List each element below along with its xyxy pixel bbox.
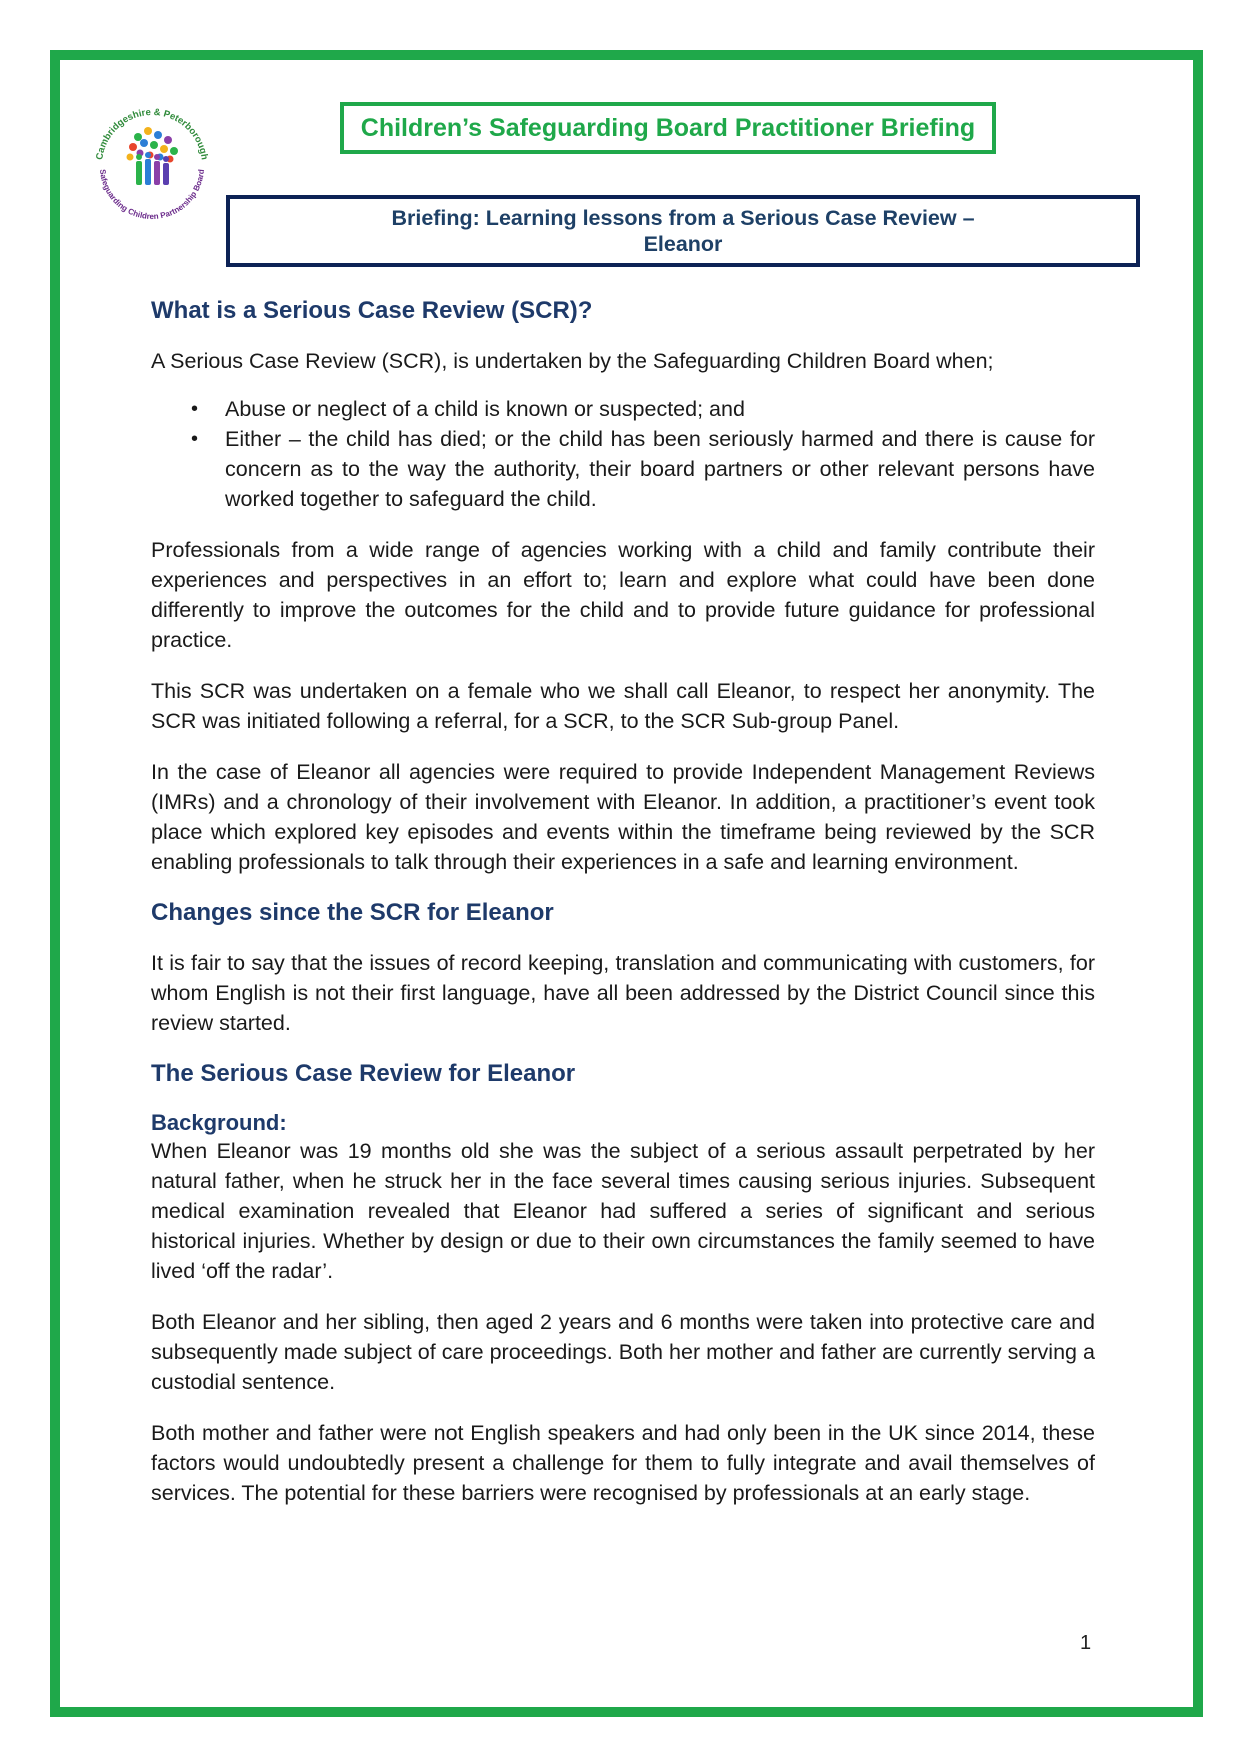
criteria-bullet-list: [151, 394, 1095, 514]
changes-paragraph: It is fair to say that the issues of record keeping, translation and communicating with customers, for whom English is not their first language, have all been addressed by the District Council since this review started.: [151, 951, 1095, 1035]
svg-text:Safeguarding Children Partners: Safeguarding Children Partnership Board: [97, 168, 206, 222]
bullet-icon: •: [191, 428, 199, 450]
background-subheading: Background:: [151, 1110, 287, 1135]
section-heading-changes: Changes since the SCR for Eleanor: [151, 899, 554, 926]
briefing-title-line2: Eleanor: [643, 232, 723, 256]
document-body: [151, 290, 1095, 1529]
list-item: • Either – the child has died; or the child has been seriously harmed and there is cause for concern as to the way the authority, their board partners or other relevant persons have worked together to safeguard the child.: [151, 424, 1095, 514]
briefing-title-box: [226, 195, 1140, 267]
what-is-paragraph-1: Professionals from a wide range of agencies working with a child and family contribute their experiences and perspectives in an effort to; learn and explore what could have been done differently to improve the outcomes for the child and to provide future guidance for professional practice.: [151, 538, 1095, 652]
what-is-intro: A Serious Case Review (SCR), is undertaken by the Safeguarding Children Board when;: [151, 349, 994, 373]
briefing-series-title-text: Children’s Safeguarding Board Practitioner Briefing: [360, 113, 976, 142]
page-number: 1: [1080, 1632, 1092, 1654]
svg-text:Cambridgeshire & Peterborough: Cambridgeshire & Peterborough: [94, 106, 210, 161]
bullet-icon: •: [191, 398, 199, 420]
section-heading-what-is-scr: What is a Serious Case Review (SCR)?: [151, 297, 593, 324]
background-paragraph-3: Both mother and father were not English speakers and had only been in the UK since 2014, these factors would undoubtedly present a challenge for them to fully integrate and avail themselves of services. The potential for these barriers were recognised by professionals at an early stage.: [151, 1421, 1095, 1505]
briefing-title-line1: Briefing: Learning lessons from a Serious Case Review –: [391, 206, 975, 230]
what-is-paragraph-3: In the case of Eleanor all agencies were required to provide Independent Management Reviews (IMRs) and a chronology of their involvement with Eleanor. In addition, a practitioner’s event took place which explored key episodes and events within the timeframe being reviewed by the SCR enabling professionals to talk through their experiences in a safe and learning environment.: [151, 760, 1095, 874]
background-paragraph-2: Both Eleanor and her sibling, then aged 2 years and 6 months were taken into protective care and subsequently made subject of care proceedings. Both her mother and father are currently serving a custodial sentence.: [151, 1310, 1095, 1394]
list-item: • Abuse or neglect of a child is known or suspected; and: [151, 394, 1095, 424]
what-is-paragraph-2: This SCR was undertaken on a female who we shall call Eleanor, to respect her anonymity. The SCR was initiated following a referral, for a SCR, to the SCR Sub-group Panel.: [151, 679, 1095, 733]
board-logo: [88, 95, 216, 223]
background-paragraph-1: When Eleanor was 19 months old she was the subject of a serious assault perpetrated by her natural father, when he struck her in the face several times causing serious injuries. Subsequent medical examination revealed that Eleanor had suffered a series of significant and serious historical injuries. Whether by design or due to their own circumstances the family seemed to have lived ‘off the radar’.: [151, 1139, 1095, 1283]
briefing-series-title: [340, 102, 996, 154]
section-heading-review: The Serious Case Review for Eleanor: [151, 1060, 576, 1087]
